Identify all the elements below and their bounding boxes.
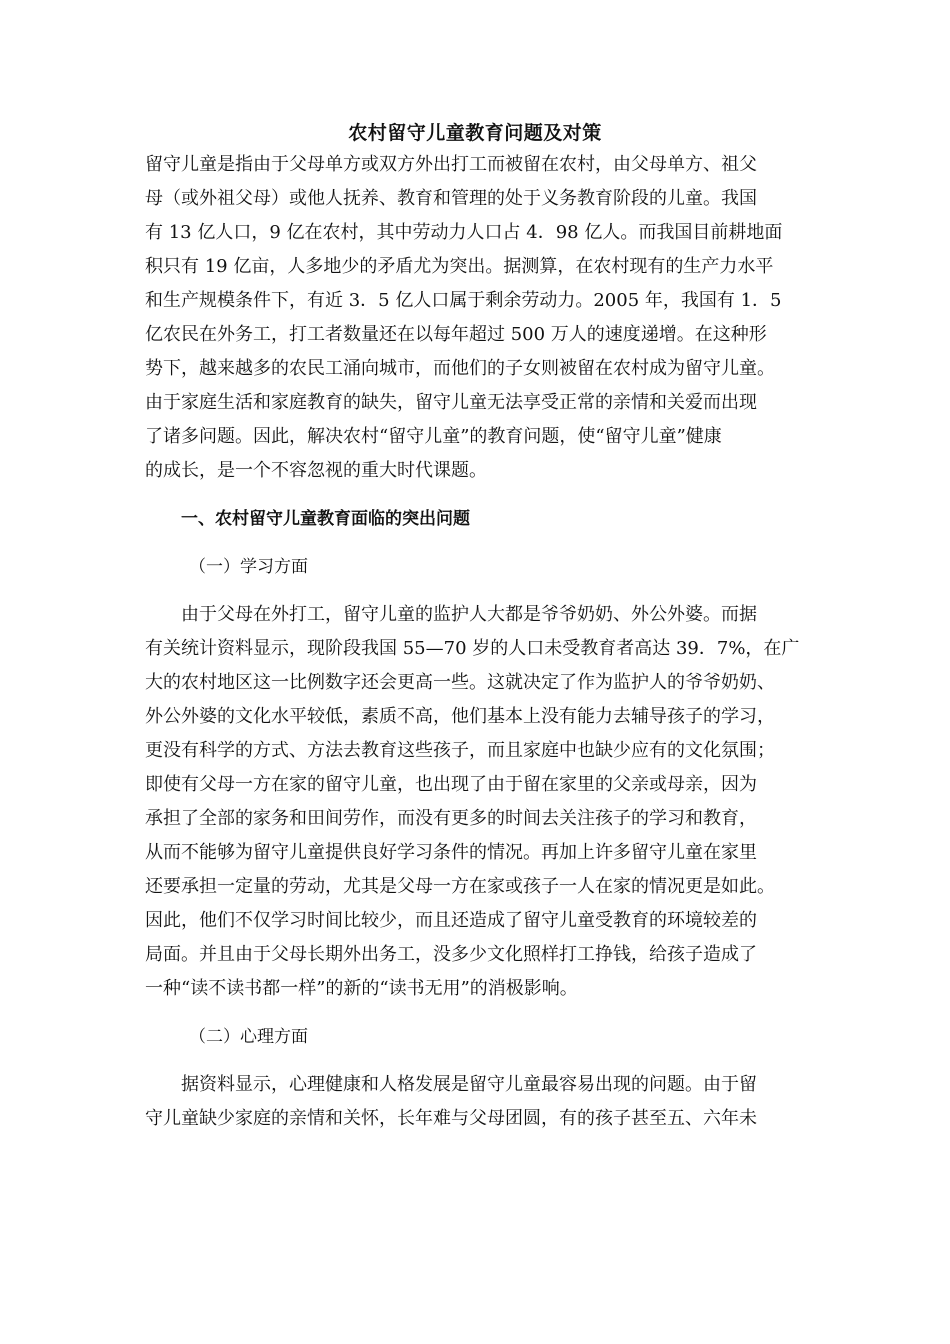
psychology-line: 据资料显示，心理健康和人格发展是留守儿童最容易出现的问题。由于留 [181,1074,757,1095]
intro-line: 有 13 亿人口，9 亿在农村，其中劳动力人口占 4．98 亿人。而我国目前耕地面 [145,222,783,243]
study-line: 有关统计资料显示，现阶段我国 55—70 岁的人口未受教育者高达 39．7%，在广 [145,638,800,659]
study-line: 即使有父母一方在家的留守儿童，也出现了由于留在家里的父亲或母亲，因为 [145,774,757,795]
study-line: 从而不能够为留守儿童提供良好学习条件的情况。再加上许多留守儿童在家里 [145,842,757,863]
subsection-heading: （二）心理方面 [189,1027,308,1047]
document-title: 农村留守儿童教育问题及对策 [348,122,602,144]
study-line: 大的农村地区这一比例数字还会更高一些。这就决定了作为监护人的爷爷奶奶、 [145,672,775,693]
subsection-heading: （一）学习方面 [189,557,308,577]
study-paragraph [145,598,805,1006]
study-line: 外公外婆的文化水平较低，素质不高，他们基本上没有能力去辅导孩子的学习， [145,706,775,727]
intro-line: 留守儿童是指由于父母单方或双方外出打工而被留在农村，由父母单方、祖父 [145,154,757,175]
spacer [145,1054,805,1068]
intro-line: 了诸多问题。因此，解决农村“留守儿童”的教育问题，使“留守儿童”健康 [145,426,722,447]
intro-line: 势下，越来越多的农民工涌向城市，而他们的子女则被留在农村成为留守儿童。 [145,358,775,379]
psychology-paragraph [145,1068,805,1136]
intro-line: 积只有 19 亿亩，人多地少的矛盾尤为突出。据测算，在农村现有的生产力水平 [145,256,774,277]
study-line: 局面。并且由于父母长期外出务工，没多少文化照样打工挣钱，给孩子造成了 [145,944,757,965]
study-line: 因此，他们不仅学习时间比较少，而且还造成了留守儿童受教育的环境较差的 [145,910,757,931]
intro-line: 母（或外祖父母）或他人抚养、教育和管理的处于义务教育阶段的儿童。我国 [145,188,757,209]
spacer [145,584,805,598]
spacer [145,1006,805,1020]
section-heading: 一、农村留守儿童教育面临的突出问题 [181,509,470,529]
intro-line: 由于家庭生活和家庭教育的缺失，留守儿童无法享受正常的亲情和关爱而出现 [145,392,757,413]
intro-line: 和生产规模条件下，有近 3．5 亿人口属于剩余劳动力。2005 年，我国有 1．5 [145,290,782,311]
document-page [145,118,805,1136]
intro-paragraph [145,148,805,488]
intro-line: 的成长，是一个不容忽视的重大时代课题。 [145,460,487,481]
study-line: 还要承担一定量的劳动，尤其是父母一方在家或孩子一人在家的情况更是如此。 [145,876,775,897]
psychology-line: 守儿童缺少家庭的亲情和关怀，长年难与父母团圆，有的孩子甚至五、六年未 [145,1108,757,1129]
study-line: 一种“读不读书都一样”的新的“读书无用”的消极影响。 [145,978,578,999]
study-line: 更没有科学的方式、方法去教育这些孩子，而且家庭中也缺少应有的文化氛围； [145,740,775,761]
spacer [145,488,805,502]
intro-line: 亿农民在外务工，打工者数量还在以每年超过 500 万人的速度递增。在这种形 [145,324,767,345]
study-line: 由于父母在外打工，留守儿童的监护人大都是爷爷奶奶、外公外婆。而据 [181,604,757,625]
spacer [145,536,805,550]
study-line: 承担了全部的家务和田间劳作，而没有更多的时间去关注孩子的学习和教育， [145,808,757,829]
